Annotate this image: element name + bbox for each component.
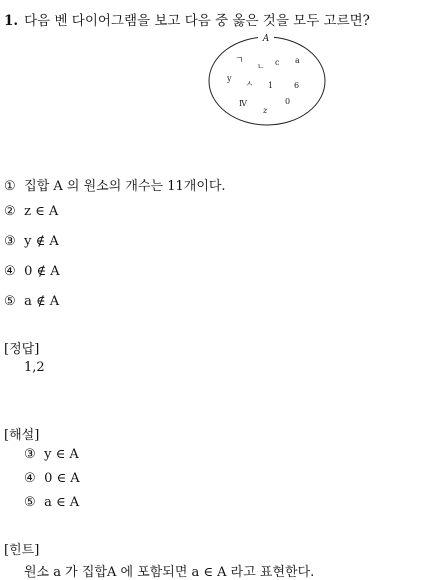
explanation-text: y ∈ A <box>44 447 79 462</box>
question-title <box>4 9 370 29</box>
venn-element: ㅅ <box>245 80 254 90</box>
choice-text: a ∉ A <box>24 294 60 309</box>
venn-element: ㄱ <box>235 56 244 66</box>
venn-element: ㄴ <box>257 62 265 71</box>
explanation-marker: ⑤ <box>24 495 36 510</box>
explanation-marker: ③ <box>24 447 36 462</box>
choice-2 <box>4 204 58 219</box>
venn-element: 6 <box>294 81 300 90</box>
choice-marker: ⑤ <box>4 294 16 309</box>
venn-diagram <box>205 30 330 130</box>
explanation-line-1 <box>24 447 79 462</box>
venn-element: c <box>275 58 280 67</box>
choice-marker: ④ <box>4 264 16 279</box>
answer-value: 1,2 <box>24 360 45 375</box>
choice-4 <box>4 264 60 279</box>
choice-text: z ∈ A <box>24 204 59 219</box>
choice-marker: ③ <box>4 234 16 249</box>
venn-element: 0 <box>285 97 291 106</box>
venn-element: Ⅳ <box>239 99 247 108</box>
explanation-line-3 <box>24 495 79 510</box>
hint-text: 원소 a 가 집합A 에 포함되면 a ∈ A 라고 표현한다. <box>24 565 315 580</box>
choice-1 <box>4 175 226 194</box>
explanation-marker: ④ <box>24 471 36 486</box>
choice-marker: ② <box>4 204 16 219</box>
venn-element: z <box>263 106 268 115</box>
explanation-heading: [해설] <box>4 428 40 443</box>
explanation-line-2 <box>24 471 80 486</box>
question-text: 다음 벤 다이어그램을 보고 다음 중 옳은 것을 모두 고르면? <box>24 13 370 29</box>
hint-heading: [힌트] <box>4 543 40 558</box>
choice-5 <box>4 294 59 309</box>
venn-element: a <box>295 56 300 65</box>
choice-marker: ① <box>4 179 16 194</box>
venn-element: y <box>227 74 232 83</box>
choice-text: 0 ∉ A <box>24 264 60 279</box>
choice-3 <box>4 234 59 249</box>
question-number: 1. <box>4 13 19 29</box>
answer-heading: [정답] <box>4 342 40 357</box>
set-label: A <box>262 34 270 44</box>
choice-text: 집합 A 의 원소의 개수는 11개이다. <box>24 179 226 194</box>
venn-element: 1 <box>268 81 274 90</box>
explanation-text: a ∈ A <box>44 495 80 510</box>
choice-text: y ∉ A <box>24 234 59 249</box>
explanation-text: 0 ∈ A <box>44 471 80 486</box>
